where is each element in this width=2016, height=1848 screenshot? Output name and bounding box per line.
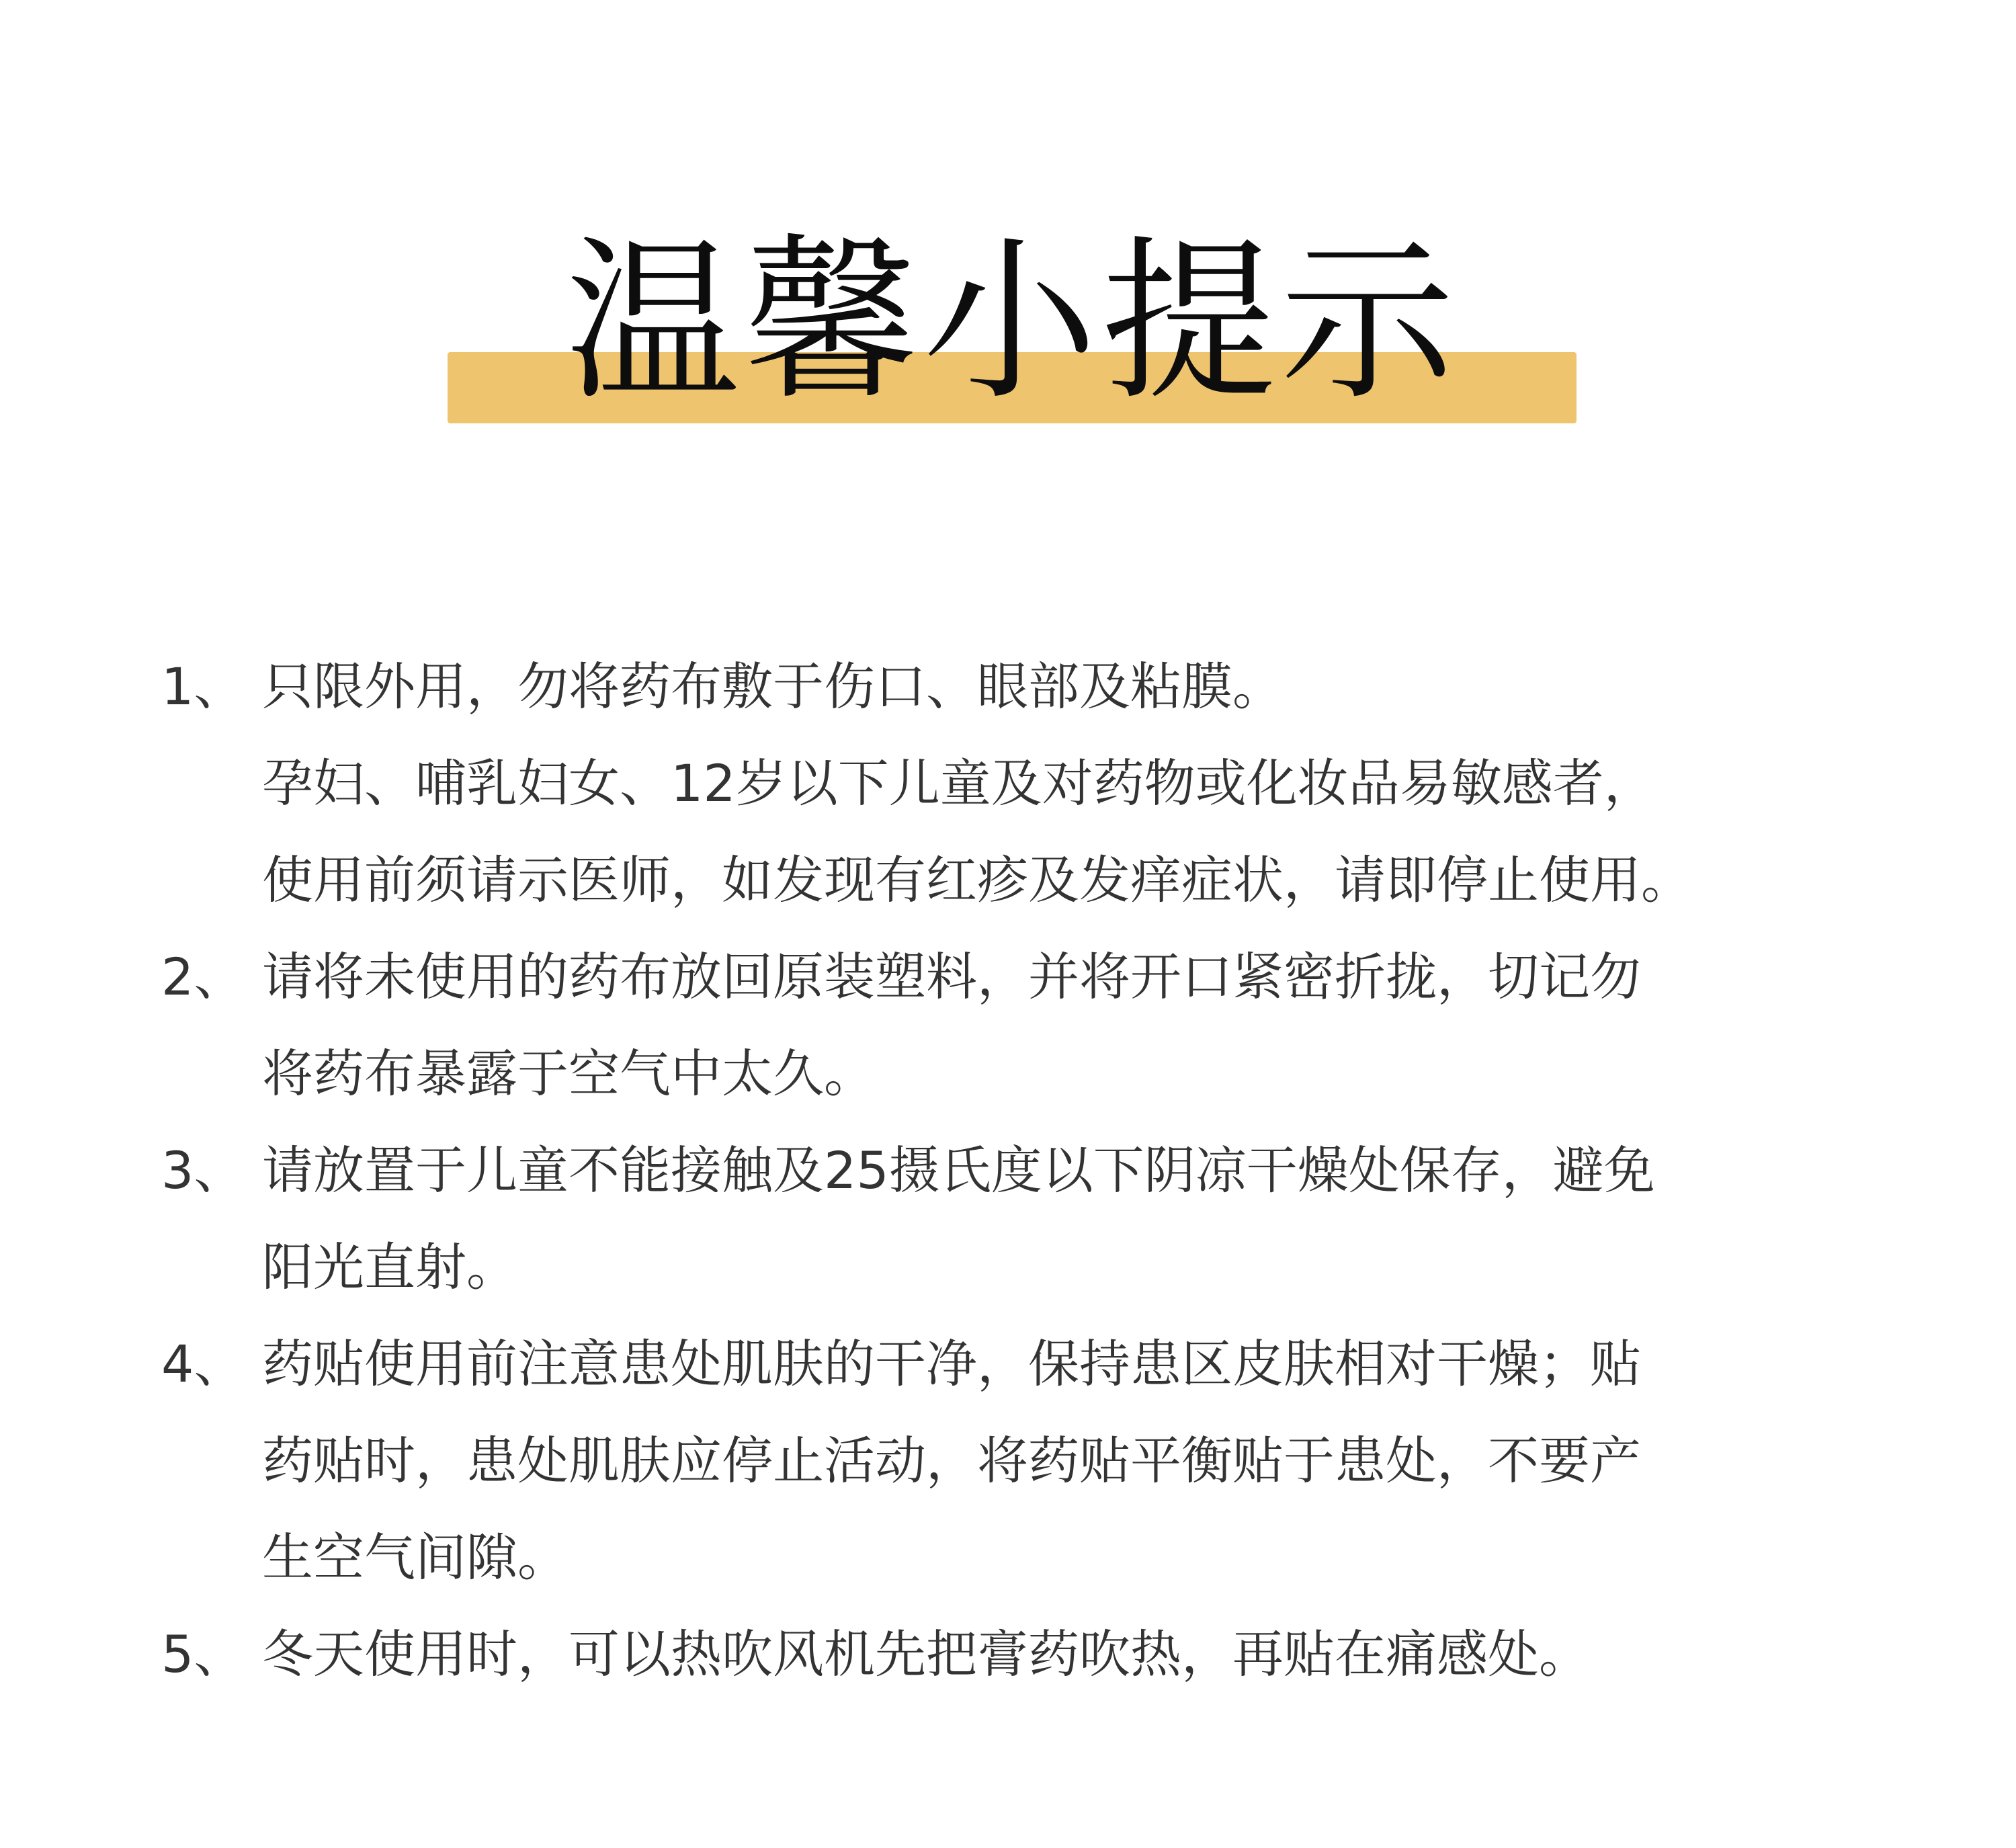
tip-line: 冬天使用时，可以热吹风机先把膏药吹热，再贴在痛感处。 [262,1624,1590,1684]
tip-line: 阳光直射。 [262,1237,517,1297]
tip-number: 2、 [161,947,245,1007]
tip-item [161,1606,1882,1703]
tip-item [161,929,1882,1122]
tip-text [262,638,1882,929]
page-title: 温馨小提示 [565,221,1459,424]
tip-text [262,1316,1882,1606]
tip-number: 5、 [161,1624,245,1684]
tip-line: 只限外用，勿将药布敷于伤口、眼部及粘膜。 [262,657,1284,716]
tip-line: 孕妇、哺乳妇女、12岁以下儿童及对药物或化妆品易敏感者， [262,753,1655,813]
tip-line: 请将未使用的药布放回原装塑料，并将开口紧密折拢，切记勿 [262,947,1641,1007]
tip-line: 药贴时，患处肌肤应停止活动，将药贴平衡贴于患处，不要产 [262,1431,1641,1490]
tip-number: 3、 [161,1140,245,1200]
tip-text [262,1606,1882,1703]
tip-text [262,1122,1882,1316]
tip-line: 使用前须请示医师，如发现有红疹及发痒症状，请即停止使用。 [262,850,1692,910]
tip-item [161,638,1882,929]
tips-list [161,638,1882,1703]
tip-item [161,1316,1882,1606]
tip-number: 4、 [161,1334,245,1394]
heading [448,222,1577,423]
tip-item [161,1122,1882,1316]
tip-line: 药贴使用前注意患处肌肤的干净，保持患区皮肤相对干燥；贴 [262,1334,1641,1394]
tip-line: 请放置于儿童不能接触及25摄氏度以下阴凉干燥处保存，避免 [262,1140,1655,1200]
tip-text [262,929,1882,1122]
tip-line: 将药布暴露于空气中太久。 [262,1044,875,1103]
tip-number: 1、 [161,657,245,716]
tip-line: 生空气间隙。 [262,1527,569,1587]
